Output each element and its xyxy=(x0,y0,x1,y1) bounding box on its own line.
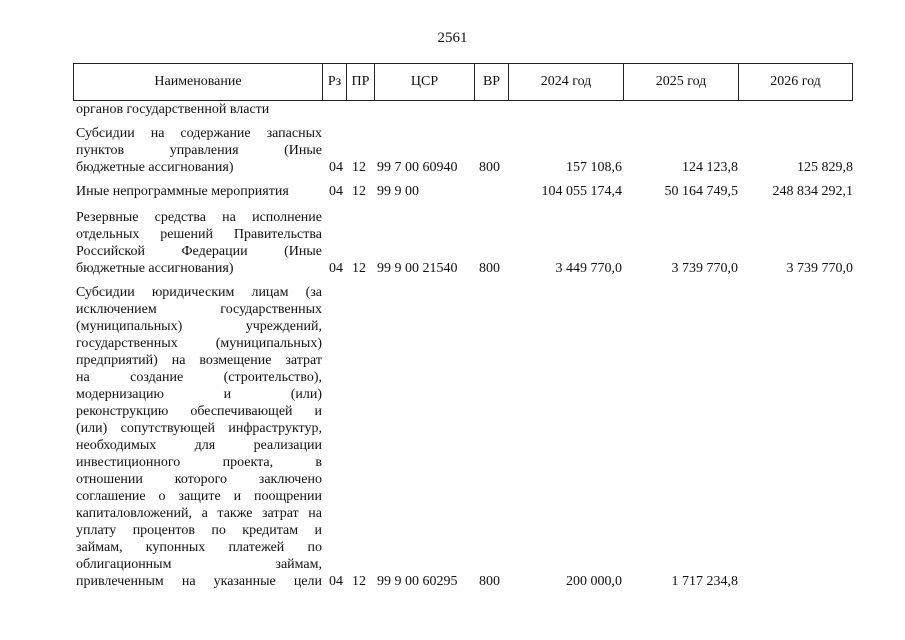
name-line: уплату процентов по кредитам и xyxy=(76,523,322,538)
row-name xyxy=(76,101,322,118)
header-csr: ЦСР xyxy=(374,64,474,100)
cell-rz: 04 xyxy=(329,261,343,276)
name-line: предприятий) на возмещение затрат xyxy=(76,353,322,368)
cell-csr: 99 9 00 60295 xyxy=(377,574,458,589)
name-line: отдельных решений Правительства xyxy=(76,227,322,242)
header-2025: 2025 год xyxy=(623,64,738,100)
name-line: Российской Федерации (Иные xyxy=(76,244,322,259)
cell-2024: 3 449 770,0 xyxy=(555,261,622,276)
cell-vr: 800 xyxy=(479,160,500,175)
cell-2025: 50 164 749,5 xyxy=(664,184,738,199)
header-name: Наименование xyxy=(73,64,322,100)
header-2024: 2024 год xyxy=(508,64,623,100)
row-name xyxy=(76,209,322,277)
cell-pr: 12 xyxy=(352,574,366,589)
name-line: займам, купонных платежей по xyxy=(76,540,322,555)
name-line: Иные непрограммные мероприятия xyxy=(76,184,289,199)
name-line: капиталовложений, а также затрат на xyxy=(76,506,322,521)
cell-pr: 12 xyxy=(352,160,366,175)
cell-2026: 248 834 292,1 xyxy=(772,184,853,199)
name-line: отношении которого заключено xyxy=(76,472,322,487)
name-line: модернизацию и (или) xyxy=(76,387,322,402)
name-line: пунктов управления (Иные xyxy=(76,143,322,158)
cell-vr: 800 xyxy=(479,574,500,589)
name-line: Субсидии на содержание запасных xyxy=(76,126,322,141)
cell-csr: 99 9 00 21540 xyxy=(377,261,458,276)
name-line: бюджетные ассигнования) xyxy=(76,160,234,175)
name-line: необходимых для реализации xyxy=(76,438,322,453)
name-line: государственных (муниципальных) xyxy=(76,336,322,351)
cell-csr: 99 9 00 xyxy=(377,184,419,199)
cell-2024: 200 000,0 xyxy=(566,574,622,589)
cell-2025: 1 717 234,8 xyxy=(671,574,738,589)
header-vr: ВР xyxy=(474,64,508,100)
name-line: (или) сопутствующей инфраструктур, xyxy=(76,421,322,436)
name-line: Резервные средства на исполнение xyxy=(76,210,322,225)
cell-2024: 157 108,6 xyxy=(566,160,622,175)
cell-rz: 04 xyxy=(329,574,343,589)
row-name xyxy=(76,183,322,200)
name-line: (муниципальных) учреждений, xyxy=(76,319,322,334)
cell-rz: 04 xyxy=(329,160,343,175)
name-line: бюджетные ассигнования) xyxy=(76,261,234,276)
header-pr: ПР xyxy=(346,64,374,100)
cell-2025: 3 739 770,0 xyxy=(671,261,738,276)
header-2026: 2026 год xyxy=(738,64,853,100)
name-line: реконструкцию обеспечивающей и xyxy=(76,404,322,419)
cell-pr: 12 xyxy=(352,184,366,199)
name-line: соглашение о защите и поощрении xyxy=(76,489,322,504)
header-rz: Рз xyxy=(322,64,346,100)
page-number: 2561 xyxy=(437,30,468,46)
name-line: Субсидии юридическим лицам (за xyxy=(76,285,322,300)
row-name xyxy=(76,284,322,590)
row-name xyxy=(76,125,322,176)
cell-vr: 800 xyxy=(479,261,500,276)
cell-csr: 99 7 00 60940 xyxy=(377,160,458,175)
cell-2026: 3 739 770,0 xyxy=(786,261,853,276)
cell-pr: 12 xyxy=(352,261,366,276)
cell-2024: 104 055 174,4 xyxy=(541,184,622,199)
cell-2025: 124 123,8 xyxy=(682,160,738,175)
cell-2026: 125 829,8 xyxy=(797,160,853,175)
name-line: на создание (строительство), xyxy=(76,370,322,385)
name-line: инвестиционного проекта, в xyxy=(76,455,322,470)
name-line: облигационным займам, xyxy=(76,557,322,572)
table-header xyxy=(73,63,853,101)
name-line: органов государственной власти xyxy=(76,102,270,117)
name-line: привлеченным на указанные цели xyxy=(76,574,322,589)
cell-rz: 04 xyxy=(329,184,343,199)
name-line: исключением государственных xyxy=(76,302,322,317)
